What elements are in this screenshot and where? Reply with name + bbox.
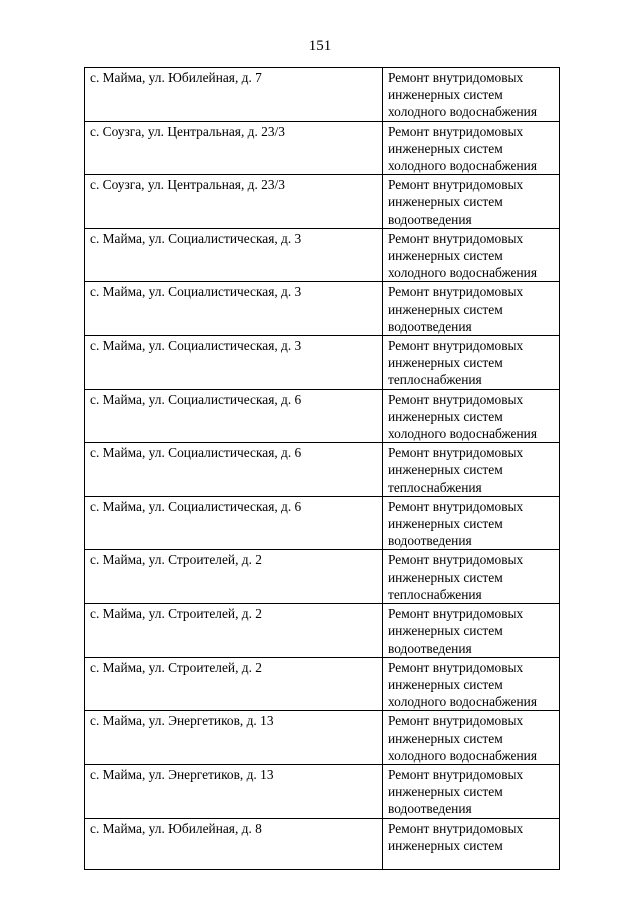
address-cell: с. Соузга, ул. Центральная, д. 23/3 (85, 121, 383, 175)
work-type-line: холодного водоснабжения (388, 426, 537, 442)
table-row (85, 818, 560, 870)
work-type-line: водоотведения (388, 318, 472, 334)
work-type-line: Ремонт внутридомовых (388, 230, 524, 246)
address-cell: с. Майма, ул. Социалистическая, д. 3 (85, 228, 383, 282)
table-row (85, 121, 560, 175)
work-type-line: инженерных систем (388, 784, 503, 800)
table-row (85, 68, 560, 122)
table-body (85, 68, 560, 870)
work-type-cell (383, 496, 560, 550)
address-cell: с. Майма, ул. Юбилейная, д. 7 (85, 68, 383, 122)
work-type-line: Ремонт внутридомовых (388, 766, 524, 782)
work-type-cell (383, 657, 560, 711)
work-type-line: инженерных систем (388, 140, 503, 156)
work-type-line: Ремонт внутридомовых (388, 552, 524, 568)
work-type-line: водоотведения (388, 801, 472, 817)
table-row (85, 389, 560, 443)
address-cell: с. Майма, ул. Энергетиков, д. 13 (85, 764, 383, 818)
address-cell: с. Майма, ул. Социалистическая, д. 3 (85, 282, 383, 336)
work-type-line: инженерных систем (388, 569, 503, 585)
work-type-cell (383, 764, 560, 818)
table-row (85, 550, 560, 604)
work-type-line: теплоснабжения (388, 479, 482, 495)
table-row (85, 228, 560, 282)
work-type-cell (383, 443, 560, 497)
address-cell: с. Майма, ул. Социалистическая, д. 3 (85, 336, 383, 390)
work-type-line: холодного водоснабжения (388, 694, 537, 710)
repair-table (84, 67, 560, 870)
address-cell: с. Майма, ул. Юбилейная, д. 8 (85, 818, 383, 870)
address-cell: с. Майма, ул. Строителей, д. 2 (85, 657, 383, 711)
work-type-line: Ремонт внутридомовых (388, 713, 524, 729)
work-type-line: инженерных систем (388, 355, 503, 371)
work-type-cell (383, 711, 560, 765)
table-row (85, 764, 560, 818)
work-type-cell (383, 68, 560, 122)
work-type-line: холодного водоснабжения (388, 158, 537, 174)
work-type-cell (383, 282, 560, 336)
work-type-line: водоотведения (388, 640, 472, 656)
work-type-cell (383, 389, 560, 443)
table-row (85, 604, 560, 658)
work-type-cell (383, 336, 560, 390)
table-row (85, 657, 560, 711)
work-type-line: инженерных систем (388, 408, 503, 424)
page-number: 151 (308, 38, 332, 54)
table-row (85, 175, 560, 229)
address-cell: с. Соузга, ул. Центральная, д. 23/3 (85, 175, 383, 229)
work-type-line: холодного водоснабжения (388, 265, 537, 281)
work-type-line: инженерных систем (388, 462, 503, 478)
work-type-line: Ремонт внутридомовых (388, 338, 524, 354)
work-type-cell (383, 818, 560, 870)
work-type-cell (383, 175, 560, 229)
work-type-line: водоотведения (388, 211, 472, 227)
table-row (85, 336, 560, 390)
work-type-line: Ремонт внутридомовых (388, 70, 524, 85)
work-type-line: теплоснабжения (388, 372, 482, 388)
address-cell: с. Майма, ул. Социалистическая, д. 6 (85, 496, 383, 550)
work-type-line: Ремонт внутридомовых (388, 820, 524, 836)
work-type-line: Ремонт внутридомовых (388, 445, 524, 461)
address-cell: с. Майма, ул. Строителей, д. 2 (85, 604, 383, 658)
work-type-line: Ремонт внутридомовых (388, 284, 524, 300)
work-type-line: Ремонт внутридомовых (388, 659, 524, 675)
work-type-line: Ремонт внутридомовых (388, 498, 524, 514)
work-type-cell (383, 550, 560, 604)
address-cell: с. Майма, ул. Социалистическая, д. 6 (85, 389, 383, 443)
work-type-line: холодного водоснабжения (388, 747, 537, 763)
work-type-line: инженерных систем (388, 301, 503, 317)
table-row (85, 496, 560, 550)
work-type-line: инженерных систем (388, 87, 503, 103)
work-type-cell (383, 604, 560, 658)
table-row (85, 443, 560, 497)
address-cell: с. Майма, ул. Строителей, д. 2 (85, 550, 383, 604)
work-type-line: холодного водоснабжения (388, 104, 537, 120)
work-type-line: инженерных систем (388, 676, 503, 692)
work-type-line: инженерных систем (388, 623, 503, 639)
table-row (85, 282, 560, 336)
work-type-line: инженерных систем (388, 730, 503, 746)
work-type-line: водоотведения (388, 533, 472, 549)
work-type-line: инженерных систем (388, 194, 503, 210)
table-row (85, 711, 560, 765)
work-type-line: теплоснабжения (388, 586, 482, 602)
work-type-line: инженерных систем (388, 516, 503, 532)
address-cell: с. Майма, ул. Социалистическая, д. 6 (85, 443, 383, 497)
work-type-line: инженерных систем (388, 248, 503, 264)
work-type-cell (383, 121, 560, 175)
work-type-line: Ремонт внутридомовых (388, 606, 524, 622)
work-type-line: Ремонт внутридомовых (388, 123, 524, 139)
work-type-cell (383, 228, 560, 282)
work-type-line: инженерных систем (388, 837, 503, 853)
work-type-line: Ремонт внутридомовых (388, 391, 524, 407)
work-type-line: Ремонт внутридомовых (388, 177, 524, 193)
address-cell: с. Майма, ул. Энергетиков, д. 13 (85, 711, 383, 765)
